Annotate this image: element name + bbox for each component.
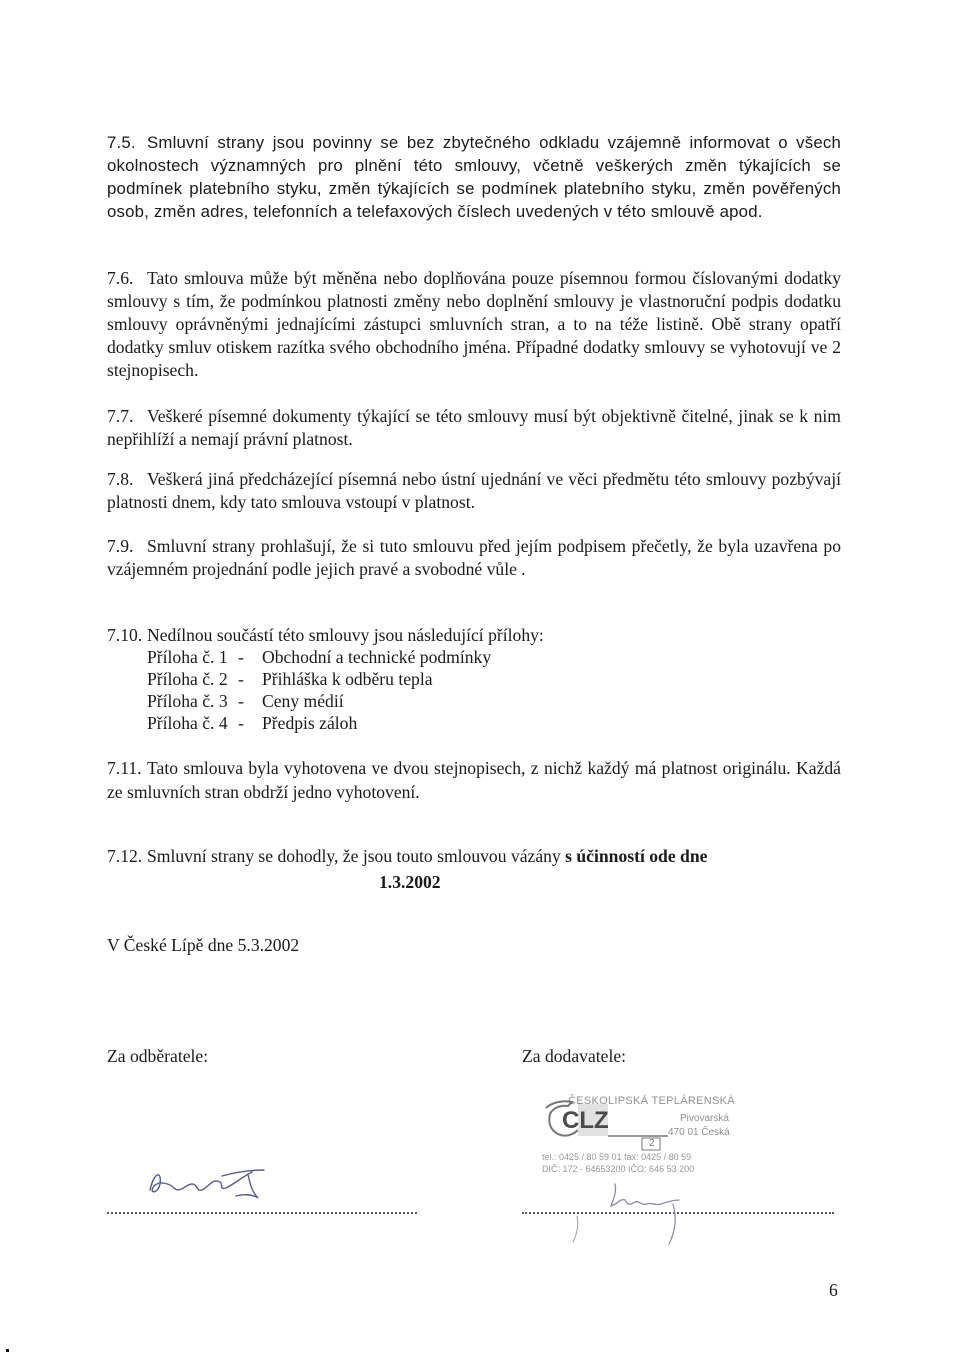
annex-title: Ceny médií bbox=[262, 691, 344, 711]
section-number: 7.5. bbox=[107, 133, 136, 152]
stamp-box-text: 2 bbox=[649, 1138, 655, 1149]
effective-date: 1.3.2002 bbox=[379, 872, 441, 892]
section-text: Smluvní strany prohlašují, že si tuto smlouvu před jejím podpisem přečetly, že byla uzavřena po vzájemném projednání podle jejich pravé a svobodné vůle . bbox=[107, 536, 841, 579]
section-number: 7.11. bbox=[107, 758, 142, 778]
annex-dash: - bbox=[238, 691, 244, 711]
annex-label: Příloha č. 2 bbox=[147, 669, 228, 689]
customer-signature-label: Za odběratele: bbox=[107, 1046, 209, 1066]
section-text: Smluvní strany se dohodly, že jsou touto smlouvou vázány bbox=[147, 846, 561, 866]
section-7-6 bbox=[107, 267, 841, 382]
list-item bbox=[147, 646, 491, 668]
section-number: 7.7. bbox=[107, 406, 134, 426]
annex-label: Příloha č. 3 bbox=[147, 691, 228, 711]
section-text: Tato smlouva byla vyhotovena ve dvou stejnopisech, z nichž každý má platnost originálu. Každá ze smluvních stran obdrží jedno vyhotovení. bbox=[107, 758, 841, 802]
customer-signature bbox=[140, 1150, 290, 1210]
section-7-10 bbox=[107, 624, 841, 646]
stamp-city: 470 01 Česká bbox=[668, 1127, 730, 1138]
page-number: 6 bbox=[829, 1280, 838, 1300]
section-number: 7.10. bbox=[107, 625, 143, 645]
effective-from-label: s účinností ode dne bbox=[565, 846, 708, 866]
stamp-ids: DIČ: 172 - 64653200 IČO: 646 53 200 bbox=[542, 1164, 695, 1174]
annex-dash: - bbox=[238, 669, 244, 689]
list-item bbox=[147, 712, 491, 734]
section-7-9 bbox=[107, 535, 841, 581]
section-text: Smluvní strany jsou povinny se bez zbytečného odkladu vzájemně informovat o všech okolnostech významných pro plnění této smlouvy, včetně veškerých změn týkajících se podmínek platebního styku, změn týkajících se podmínek platebního styku, změn pověřených osob, změn adres, telefonních a telefaxových číslech uvedených v této smlouvě apod. bbox=[107, 133, 841, 221]
list-item bbox=[147, 668, 491, 690]
customer-signature-line bbox=[107, 1208, 417, 1214]
section-7-11 bbox=[107, 756, 841, 804]
section-number: 7.12. bbox=[107, 846, 143, 866]
section-number: 7.8. bbox=[107, 469, 134, 489]
section-7-5 bbox=[107, 131, 841, 223]
annex-dash: - bbox=[238, 713, 244, 733]
annex-label: Příloha č. 4 bbox=[147, 713, 228, 733]
supplier-signature bbox=[555, 1170, 715, 1250]
place-date: V České Lípě dne 5.3.2002 bbox=[107, 935, 300, 955]
section-7-7 bbox=[107, 405, 841, 451]
section-7-8 bbox=[107, 468, 841, 514]
annex-label: Příloha č. 1 bbox=[147, 647, 228, 667]
stamp-street: Pivovarská bbox=[680, 1113, 729, 1124]
annex-list bbox=[147, 646, 491, 734]
section-number: 7.6. bbox=[107, 268, 134, 288]
section-number: 7.9. bbox=[107, 536, 134, 556]
section-text: Veškeré písemné dokumenty týkající se této smlouvy musí být objektivně čitelné, jinak se k nim nepřihlíží a nemají právní platnost. bbox=[107, 406, 841, 449]
section-7-12 bbox=[107, 845, 841, 892]
stamp-phone: tel.: 0425 / 80 59 01 fax: 0425 / 80 59 bbox=[542, 1152, 692, 1162]
annex-dash: - bbox=[238, 647, 244, 667]
section-text: Tato smlouva může být měněna nebo doplňována pouze písemnou formou číslovanými dodatky smlouvy s tím, že podmínkou platnosti změny nebo doplnění smlouvy je vlastnoruční podpis dodatku smlouvy oprávněnými jednajícími zástupci smluvních stran, a to na téže listině. Obě strany opatří dodatky smluv otiskem razítka svého obchodního jména. Případné dodatky smlouvy se vyhotovují ve 2 stejnopisech. bbox=[107, 268, 841, 380]
scan-artifact bbox=[6, 1349, 9, 1352]
stamp-company: ČESKOLIPSKÁ TEPLÁRENSKÁ bbox=[568, 1095, 735, 1107]
section-text: Veškerá jiná předcházející písemná nebo ústní ujednání ve věci předmětu této smlouvy pozbývají platnosti dnem, kdy tato smlouva vstoupí v platnost. bbox=[107, 469, 841, 512]
section-text: Nedílnou součástí této smlouvy jsou následující přílohy: bbox=[147, 625, 544, 645]
stamp-logo-letters: CLZ bbox=[562, 1107, 609, 1134]
annex-title: Obchodní a technické podmínky bbox=[262, 647, 492, 667]
annex-title: Předpis záloh bbox=[262, 713, 358, 733]
list-item bbox=[147, 690, 491, 712]
annex-title: Přihláška k odběru tepla bbox=[262, 669, 433, 689]
supplier-signature-label: Za dodavatele: bbox=[522, 1046, 627, 1066]
